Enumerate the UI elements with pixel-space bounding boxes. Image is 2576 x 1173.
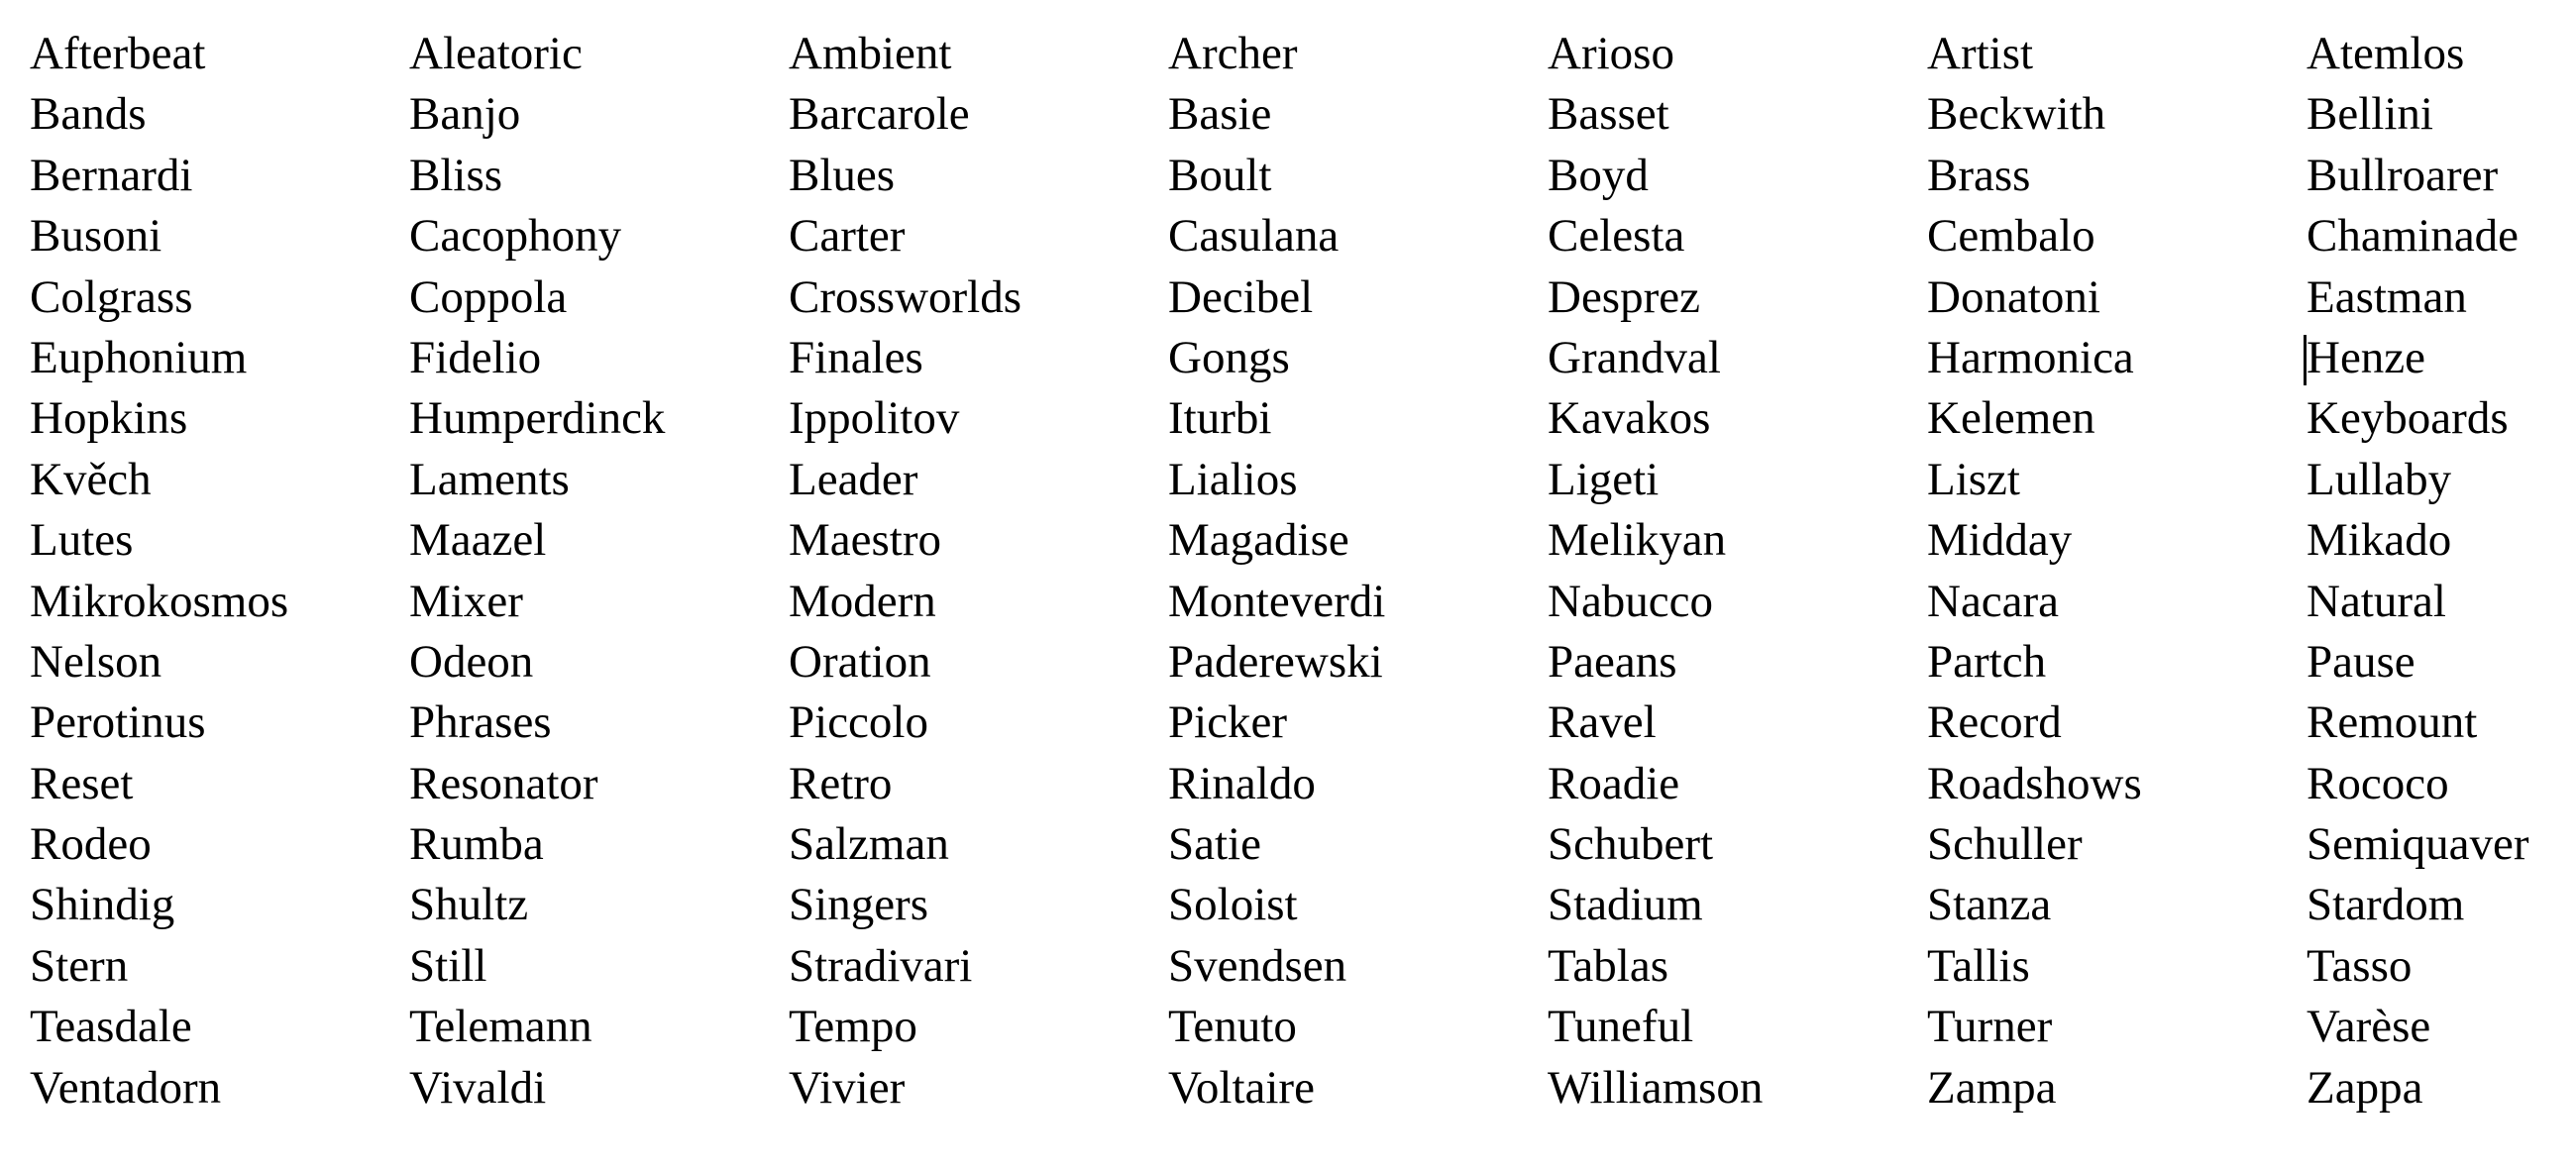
word-cell: Record [1927,696,2062,749]
word-cell: Retro [789,757,893,809]
word-cell: Tallis [1927,939,2030,992]
word-cell: Ambient [789,28,952,79]
word-cell: Zampa [1927,1061,2057,1114]
word-cell: Finales [789,331,923,383]
word-cell: Bands [30,88,147,141]
word-cell: Laments [409,453,570,505]
word-cell: Gongs [1168,331,1290,383]
word-cell: Tablas [1548,939,1668,992]
word-cell: Cacophony [409,210,622,263]
word-cell: Shultz [409,879,529,931]
word-cell: Ventadorn [30,1061,222,1114]
word-cell: Banjo [409,88,521,141]
text-cursor [2304,335,2307,385]
word-cell: Ippolitov [789,392,960,445]
word-cell: Picker [1168,696,1288,749]
word-cell: Liszt [1927,453,2020,505]
word-cell: Lutes [30,514,134,567]
word-cell: Varèse [2307,1001,2431,1053]
word-cell: Remount [2307,696,2478,749]
word-cell: Tuneful [1548,1001,1694,1053]
word-cell: Archer [1168,28,1298,79]
word-cell: Nelson [30,635,162,688]
word-cell: Beckwith [1927,88,2106,141]
word-cell: Teasdale [30,1001,192,1053]
word-cell: Tenuto [1168,1001,1297,1053]
word-cell: Bellini [2307,88,2433,141]
word-cell: Maazel [409,514,547,567]
word-cell: Odeon [409,635,534,688]
word-cell: Reset [30,757,134,809]
word-cell: Rinaldo [1168,757,1316,809]
word-cell: Harmonica [1927,331,2134,383]
word-cell: Aleatoric [409,28,583,79]
word-cell: Cembalo [1927,210,2095,263]
word-cell: Still [409,939,487,992]
word-cell: Soloist [1168,879,1298,931]
word-cell: Partch [1927,635,2047,688]
word-cell: Artist [1927,28,2034,79]
word-cell: Kvěch [30,453,152,505]
word-cell [2307,331,2576,391]
word-cell: Svendsen [1168,939,1347,992]
word-cell: Stadium [1548,879,1703,931]
word-cell: Satie [1168,818,1261,871]
word-cell: Celesta [1548,210,1685,263]
word-cell: Afterbeat [30,28,206,79]
word-cell: Kelemen [1927,392,2095,445]
word-text: Henze [2307,331,2426,383]
word-cell: Paderewski [1168,635,1383,688]
word-cell: Shindig [30,879,175,931]
word-cell: Iturbi [1168,392,1272,445]
word-cell: Keyboards [2307,392,2509,445]
word-cell: Carter [789,210,906,263]
word-cell: Bullroarer [2307,149,2499,201]
word-cell: Brass [1927,149,2031,201]
word-cell: Casulana [1168,210,1340,263]
word-cell: Vivier [789,1061,906,1114]
word-cell: Resonator [409,757,598,809]
word-cell: Coppola [409,270,568,323]
word-cell: Ravel [1548,696,1657,749]
word-cell: Schubert [1548,818,1714,871]
word-cell: Semiquaver [2307,818,2529,871]
word-cell: Vivaldi [409,1061,547,1114]
word-cell: Busoni [30,210,162,263]
word-cell: Piccolo [789,696,928,749]
word-cell: Basie [1168,88,1272,141]
word-cell: Crossworlds [789,270,1022,323]
word-cell: Bliss [409,149,503,201]
word-cell: Colgrass [30,270,193,323]
word-cell: Monteverdi [1168,575,1386,627]
word-cell: Arioso [1548,28,1674,79]
word-cell: Magadise [1168,514,1349,567]
word-cell: Pause [2307,635,2415,688]
word-cell: Modern [789,575,936,627]
word-cell: Schuller [1927,818,2083,871]
word-cell: Barcarole [789,88,970,141]
word-cell: Mixer [409,575,523,627]
word-cell: Kavakos [1548,392,1711,445]
word-cell: Chaminade [2307,210,2520,263]
word-cell: Tempo [789,1001,917,1053]
word-cell: Telemann [409,1001,592,1053]
word-cell: Phrases [409,696,552,749]
word-cell: Stanza [1927,879,2052,931]
word-cell: Roadie [1548,757,1680,809]
word-cell: Grandval [1548,331,1721,383]
word-cell: Roadshows [1927,757,2142,809]
word-cell: Salzman [789,818,949,871]
word-cell: Stern [30,939,129,992]
word-cell: Lullaby [2307,453,2452,505]
word-cell: Eastman [2307,270,2467,323]
word-cell: Boult [1168,149,1272,201]
word-cell: Atemlos [2307,28,2465,79]
word-cell: Nabucco [1548,575,1714,627]
word-cell: Lialios [1168,453,1298,505]
word-cell: Bernardi [30,149,193,201]
word-cell: Nacara [1927,575,2060,627]
word-cell: Turner [1927,1001,2053,1053]
word-cell: Stradivari [789,939,973,992]
word-cell: Tasso [2307,939,2413,992]
word-cell: Basset [1548,88,1669,141]
word-cell: Boyd [1548,149,1649,201]
word-cell: Mikado [2307,514,2452,567]
word-cell: Rodeo [30,818,152,871]
word-cell: Ligeti [1548,453,1660,505]
word-cell: Stardom [2307,879,2465,931]
word-cell: Williamson [1548,1061,1764,1114]
word-cell: Midday [1927,514,2073,567]
word-cell: Euphonium [30,331,248,383]
word-cell: Perotinus [30,696,206,749]
word-cell: Melikyan [1548,514,1727,567]
word-cell: Oration [789,635,931,688]
word-cell: Leader [789,453,918,505]
word-cell: Desprez [1548,270,1700,323]
document-page[interactable] [30,27,2576,1121]
word-cell: Rococo [2307,757,2449,809]
word-cell: Rumba [409,818,544,871]
word-cell: Donatoni [1927,270,2100,323]
word-cell: Singers [789,879,928,931]
word-cell: Decibel [1168,270,1314,323]
word-cell: Fidelio [409,331,542,383]
word-cell: Paeans [1548,635,1677,688]
word-cell: Hopkins [30,392,188,445]
word-cell: Humperdinck [409,392,666,445]
word-cell: Blues [789,149,896,201]
word-cell: Mikrokosmos [30,575,289,627]
word-cell: Maestro [789,514,942,567]
word-cell: Voltaire [1168,1061,1315,1114]
word-cell: Zappa [2307,1061,2423,1114]
word-cell: Natural [2307,575,2446,627]
word-grid [30,27,2576,1121]
